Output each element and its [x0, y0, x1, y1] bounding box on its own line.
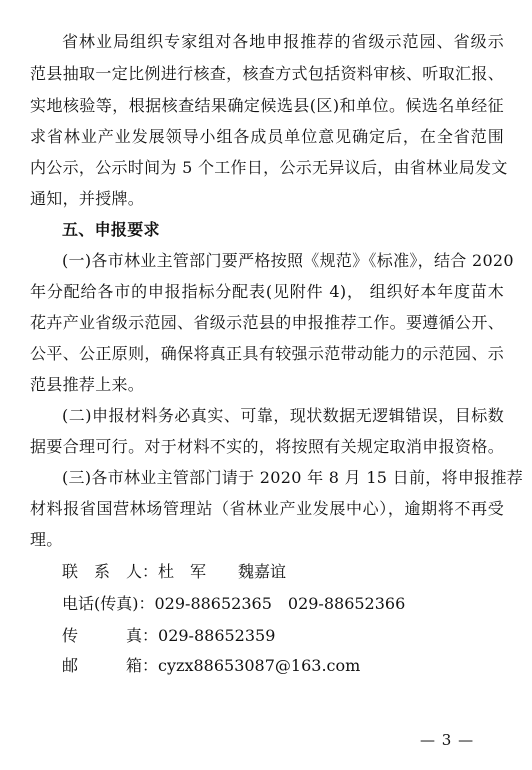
paragraph-line: 材料报省国营林场管理站（省林业产业发展中心），逾期将不再受: [30, 499, 504, 518]
contact-person-row: [62, 562, 286, 582]
contact-email-value: cyzx88653087@163.com: [158, 656, 361, 675]
contact-fax-row: [62, 626, 275, 646]
paragraph-line: (一)各市林业主管部门要严格按照《规范》《标准》，结合 2020: [62, 251, 514, 270]
contact-phone-row: [62, 594, 405, 614]
paragraph-line: 年分配给各市的申报指标分配表(见附件 4)， 组织好本年度苗木: [30, 282, 504, 301]
contact-phone-label: 电话(传真)：: [62, 594, 155, 613]
section-heading: 五、申报要求: [62, 220, 160, 239]
paragraph-line: 通知，并授牌。: [30, 189, 145, 208]
paragraph-line: 实地核验等，根据核查结果确定候选县(区)和单位。候选名单经征: [30, 96, 504, 115]
paragraph-line: (三)各市林业主管部门请于 2020 年 8 月 15 日前，将申报推荐: [62, 468, 524, 487]
contact-person-value: 杜 军 魏嘉谊: [158, 562, 287, 581]
contact-phone-value: 029-88652365 029-88652366: [154, 594, 406, 613]
contact-email-label: 邮 箱：: [62, 656, 159, 675]
paragraph-line: 范县抽取一定比例进行核查，核查方式包括资料审核、听取汇报、: [30, 64, 504, 83]
paragraph-line: (二)申报材料务必真实、可靠，现状数据无逻辑错误，目标数: [62, 406, 504, 425]
page-number: — 3 —: [420, 731, 475, 749]
paragraph-line: 花卉产业省级示范园、省级示范县的申报推荐工作。要遵循公开、: [30, 313, 504, 332]
paragraph-line: 理。: [30, 530, 63, 549]
paragraph-line: 公平、公正原则，确保将真正具有较强示范带动能力的示范园、示: [30, 344, 504, 363]
contact-fax-value: 029-88652359: [158, 626, 276, 645]
contact-fax-label: 传 真：: [62, 626, 159, 645]
paragraph-line: 据要合理可行。对于材料不实的，将按照有关规定取消申报资格。: [30, 437, 504, 456]
paragraph-line: 范县推荐上来。: [30, 375, 145, 394]
contact-email-row: [62, 656, 360, 676]
paragraph-line: 求省林业产业发展领导小组各成员单位意见确定后，在全省范围: [30, 127, 504, 146]
paragraph-line: 内公示，公示时间为 5 个工作日，公示无异议后，由省林业局发文: [30, 158, 508, 177]
paragraph-line: 省林业局组织专家组对各地申报推荐的省级示范园、省级示: [62, 32, 504, 51]
contact-person-label: 联 系 人：: [62, 562, 159, 581]
